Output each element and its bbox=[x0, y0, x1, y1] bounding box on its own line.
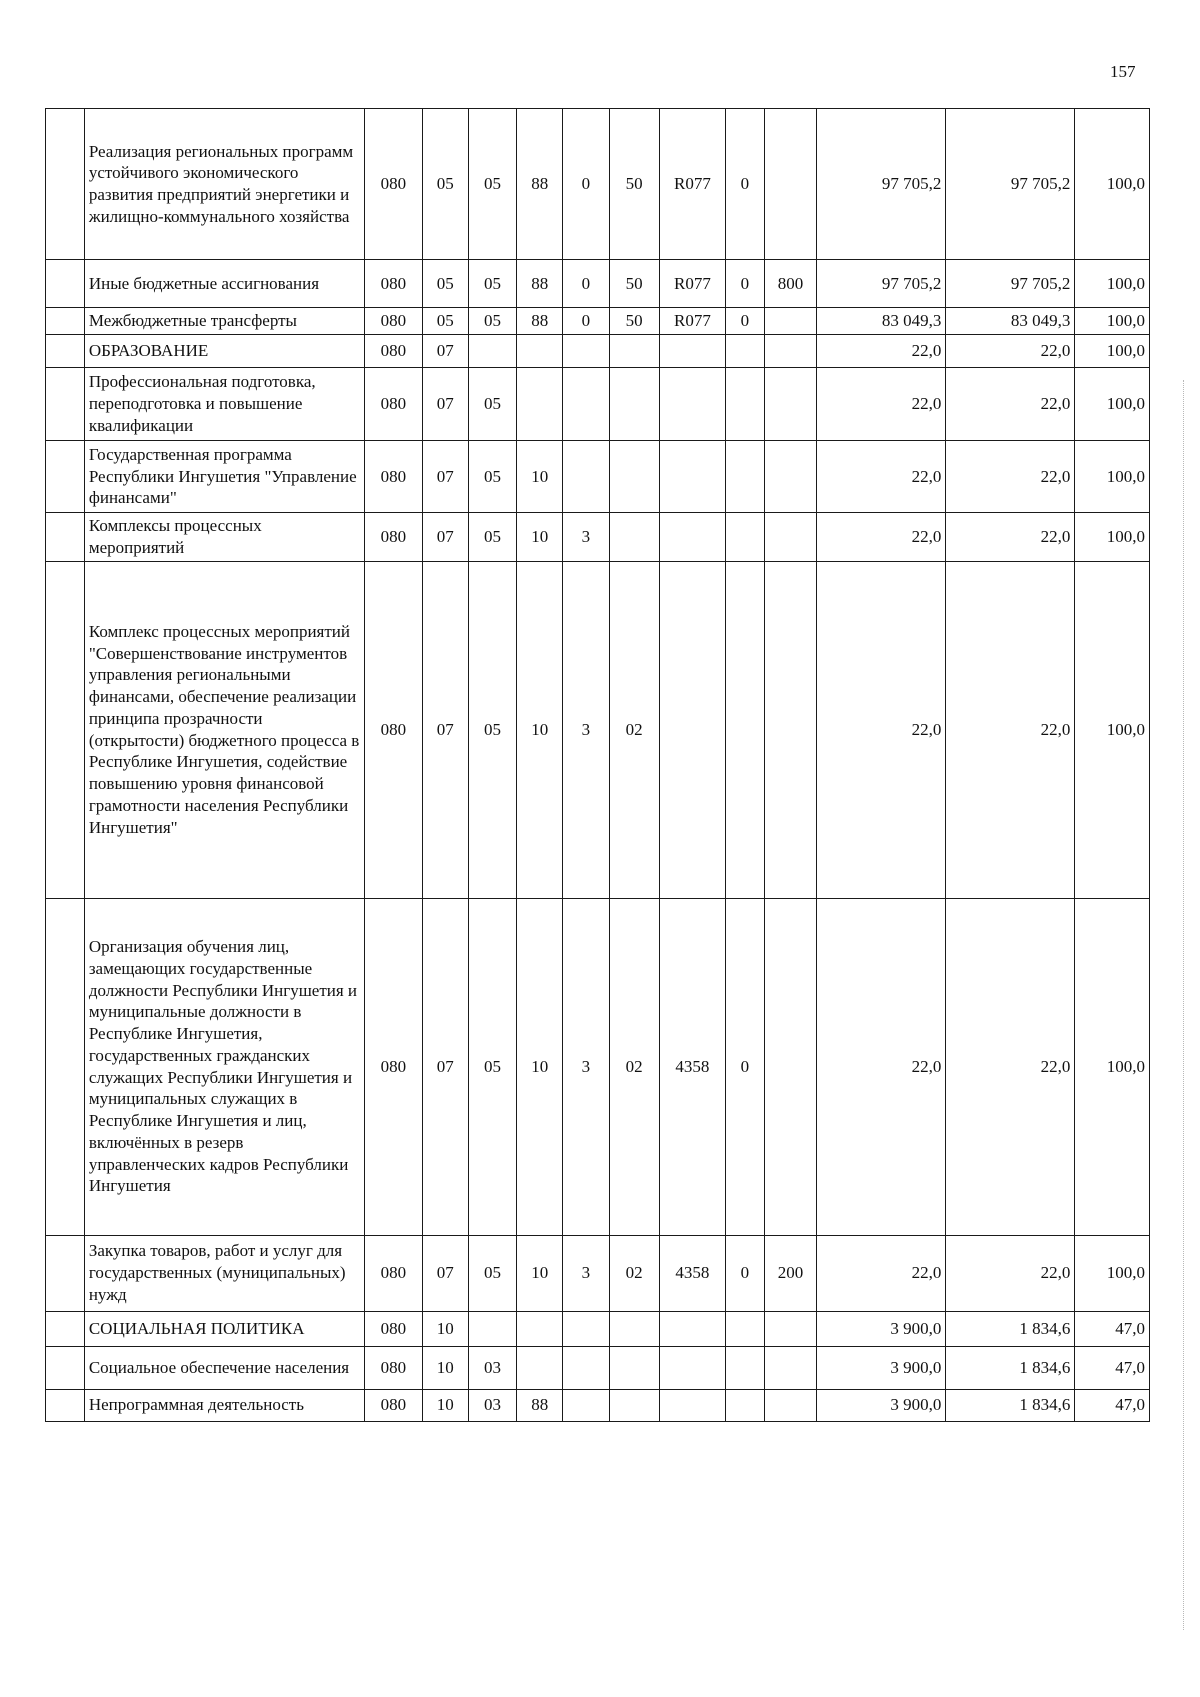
code-cell: 05 bbox=[468, 441, 516, 513]
code-cell: 07 bbox=[422, 561, 468, 898]
row-name: Социальное обеспечение населения bbox=[84, 1346, 364, 1389]
code-cell: 02 bbox=[609, 561, 659, 898]
code-cell bbox=[764, 1346, 816, 1389]
scan-edge-artifact bbox=[1183, 380, 1185, 1630]
code-cell bbox=[517, 368, 563, 441]
row-marker-cell bbox=[46, 1346, 85, 1389]
code-cell: 50 bbox=[609, 308, 659, 335]
row-name: ОБРАЗОВАНИЕ bbox=[84, 335, 364, 368]
table-row bbox=[46, 561, 1150, 898]
percent-executed: 100,0 bbox=[1075, 368, 1150, 441]
code-cell bbox=[659, 1311, 725, 1346]
plan-amount: 22,0 bbox=[817, 441, 946, 513]
table-row bbox=[46, 441, 1150, 513]
code-cell bbox=[517, 1311, 563, 1346]
code-cell: 88 bbox=[517, 1389, 563, 1421]
code-cell: 05 bbox=[468, 109, 516, 260]
code-cell: 07 bbox=[422, 1235, 468, 1311]
code-cell bbox=[764, 513, 816, 562]
percent-executed: 100,0 bbox=[1075, 898, 1150, 1235]
code-cell: 3 bbox=[563, 898, 609, 1235]
plan-amount: 22,0 bbox=[817, 898, 946, 1235]
code-cell: 07 bbox=[422, 898, 468, 1235]
row-name: СОЦИАЛЬНАЯ ПОЛИТИКА bbox=[84, 1311, 364, 1346]
code-cell: 200 bbox=[764, 1235, 816, 1311]
row-marker-cell bbox=[46, 1235, 85, 1311]
table-row bbox=[46, 260, 1150, 308]
code-cell bbox=[764, 335, 816, 368]
code-cell: 10 bbox=[517, 513, 563, 562]
row-name: Закупка товаров, работ и услуг для государственных (муниципальных) нужд bbox=[84, 1235, 364, 1311]
percent-executed: 47,0 bbox=[1075, 1311, 1150, 1346]
row-name: Комплекс процессных мероприятий "Совершенствование инструментов управления региональными финансами, обеспечение реализации принципа прозрачности (открытости) бюджетного процесса в Республике Ингушетия, содействие повышению уровня финансовой грамотности населения Республики Ингушетия" bbox=[84, 561, 364, 898]
code-cell: 3 bbox=[563, 561, 609, 898]
percent-executed: 47,0 bbox=[1075, 1389, 1150, 1421]
code-cell: 05 bbox=[422, 109, 468, 260]
table-row bbox=[46, 513, 1150, 562]
code-cell bbox=[517, 1346, 563, 1389]
code-cell: 080 bbox=[365, 109, 423, 260]
table-row bbox=[46, 1311, 1150, 1346]
code-cell bbox=[725, 335, 764, 368]
code-cell: 080 bbox=[365, 513, 423, 562]
code-cell: 0 bbox=[563, 308, 609, 335]
percent-executed: 100,0 bbox=[1075, 308, 1150, 335]
table-row bbox=[46, 1389, 1150, 1421]
code-cell bbox=[468, 1311, 516, 1346]
code-cell: 0 bbox=[563, 109, 609, 260]
code-cell bbox=[659, 368, 725, 441]
fact-amount: 22,0 bbox=[946, 441, 1075, 513]
code-cell: 05 bbox=[422, 260, 468, 308]
code-cell: 88 bbox=[517, 109, 563, 260]
code-cell bbox=[659, 441, 725, 513]
row-marker-cell bbox=[46, 308, 85, 335]
code-cell: 10 bbox=[517, 561, 563, 898]
table-row bbox=[46, 109, 1150, 260]
code-cell: 10 bbox=[422, 1346, 468, 1389]
plan-amount: 22,0 bbox=[817, 513, 946, 562]
code-cell: 080 bbox=[365, 1311, 423, 1346]
code-cell bbox=[659, 513, 725, 562]
code-cell: 10 bbox=[517, 441, 563, 513]
code-cell: 10 bbox=[517, 898, 563, 1235]
code-cell: 080 bbox=[365, 561, 423, 898]
row-marker-cell bbox=[46, 561, 85, 898]
plan-amount: 3 900,0 bbox=[817, 1389, 946, 1421]
fact-amount: 97 705,2 bbox=[946, 109, 1075, 260]
table-row bbox=[46, 1346, 1150, 1389]
code-cell bbox=[659, 561, 725, 898]
fact-amount: 22,0 bbox=[946, 898, 1075, 1235]
row-name: Государственная программа Республики Ингушетия "Управление финансами" bbox=[84, 441, 364, 513]
row-name: Профессиональная подготовка, переподготовка и повышение квалификации bbox=[84, 368, 364, 441]
plan-amount: 3 900,0 bbox=[817, 1311, 946, 1346]
code-cell: R077 bbox=[659, 109, 725, 260]
table-row bbox=[46, 1235, 1150, 1311]
plan-amount: 97 705,2 bbox=[817, 260, 946, 308]
code-cell bbox=[725, 513, 764, 562]
code-cell bbox=[563, 368, 609, 441]
fact-amount: 22,0 bbox=[946, 1235, 1075, 1311]
code-cell: 4358 bbox=[659, 1235, 725, 1311]
table-row bbox=[46, 368, 1150, 441]
code-cell: 10 bbox=[422, 1311, 468, 1346]
code-cell: 080 bbox=[365, 441, 423, 513]
plan-amount: 97 705,2 bbox=[817, 109, 946, 260]
code-cell bbox=[609, 441, 659, 513]
code-cell: 05 bbox=[468, 1235, 516, 1311]
code-cell: 3 bbox=[563, 513, 609, 562]
row-marker-cell bbox=[46, 260, 85, 308]
row-name: Непрограммная деятельность bbox=[84, 1389, 364, 1421]
code-cell bbox=[563, 1346, 609, 1389]
table-row bbox=[46, 335, 1150, 368]
percent-executed: 100,0 bbox=[1075, 441, 1150, 513]
code-cell bbox=[764, 109, 816, 260]
code-cell: 07 bbox=[422, 513, 468, 562]
percent-executed: 100,0 bbox=[1075, 335, 1150, 368]
code-cell: 07 bbox=[422, 335, 468, 368]
percent-executed: 100,0 bbox=[1075, 109, 1150, 260]
code-cell: 080 bbox=[365, 1235, 423, 1311]
code-cell bbox=[764, 368, 816, 441]
code-cell: 080 bbox=[365, 1346, 423, 1389]
code-cell: 05 bbox=[468, 561, 516, 898]
percent-executed: 100,0 bbox=[1075, 561, 1150, 898]
code-cell bbox=[764, 1389, 816, 1421]
row-marker-cell bbox=[46, 441, 85, 513]
code-cell bbox=[764, 561, 816, 898]
code-cell: 10 bbox=[517, 1235, 563, 1311]
percent-executed: 100,0 bbox=[1075, 1235, 1150, 1311]
fact-amount: 22,0 bbox=[946, 561, 1075, 898]
code-cell bbox=[725, 1389, 764, 1421]
code-cell: R077 bbox=[659, 260, 725, 308]
code-cell bbox=[725, 1346, 764, 1389]
code-cell: 50 bbox=[609, 260, 659, 308]
code-cell bbox=[764, 308, 816, 335]
code-cell: 080 bbox=[365, 260, 423, 308]
row-marker-cell bbox=[46, 335, 85, 368]
code-cell bbox=[563, 1311, 609, 1346]
plan-amount: 3 900,0 bbox=[817, 1346, 946, 1389]
code-cell: 0 bbox=[725, 109, 764, 260]
plan-amount: 22,0 bbox=[817, 1235, 946, 1311]
fact-amount: 1 834,6 bbox=[946, 1311, 1075, 1346]
code-cell bbox=[764, 441, 816, 513]
code-cell: 05 bbox=[468, 513, 516, 562]
fact-amount: 1 834,6 bbox=[946, 1346, 1075, 1389]
code-cell bbox=[609, 1389, 659, 1421]
row-name: Организация обучения лиц, замещающих государственные должности Республики Ингушетия и муниципальные должности в Республике Ингушетия, государственных гражданских служащих Республики Ингушетия и муниципальных служащих в Республике Ингушетия и лиц, включённых в резерв управленческих кадров Республики Ингушетия bbox=[84, 898, 364, 1235]
fact-amount: 1 834,6 bbox=[946, 1389, 1075, 1421]
code-cell: 10 bbox=[422, 1389, 468, 1421]
code-cell bbox=[563, 441, 609, 513]
code-cell bbox=[468, 335, 516, 368]
code-cell: 07 bbox=[422, 441, 468, 513]
code-cell: 0 bbox=[563, 260, 609, 308]
page-number: 157 bbox=[1110, 62, 1136, 81]
row-marker-cell bbox=[46, 513, 85, 562]
code-cell: 080 bbox=[365, 1389, 423, 1421]
code-cell: 02 bbox=[609, 898, 659, 1235]
fact-amount: 22,0 bbox=[946, 335, 1075, 368]
plan-amount: 83 049,3 bbox=[817, 308, 946, 335]
code-cell bbox=[609, 368, 659, 441]
code-cell: 07 bbox=[422, 368, 468, 441]
code-cell bbox=[725, 368, 764, 441]
table-row bbox=[46, 308, 1150, 335]
code-cell: 05 bbox=[468, 260, 516, 308]
table-row bbox=[46, 898, 1150, 1235]
code-cell bbox=[609, 335, 659, 368]
row-marker-cell bbox=[46, 368, 85, 441]
code-cell: 88 bbox=[517, 260, 563, 308]
code-cell: 03 bbox=[468, 1389, 516, 1421]
code-cell: 88 bbox=[517, 308, 563, 335]
budget-table bbox=[45, 108, 1150, 1422]
code-cell: 50 bbox=[609, 109, 659, 260]
code-cell bbox=[659, 335, 725, 368]
code-cell: 080 bbox=[365, 368, 423, 441]
code-cell: R077 bbox=[659, 308, 725, 335]
code-cell bbox=[609, 1346, 659, 1389]
code-cell: 05 bbox=[468, 368, 516, 441]
code-cell bbox=[764, 898, 816, 1235]
plan-amount: 22,0 bbox=[817, 368, 946, 441]
plan-amount: 22,0 bbox=[817, 335, 946, 368]
fact-amount: 97 705,2 bbox=[946, 260, 1075, 308]
row-name: Иные бюджетные ассигнования bbox=[84, 260, 364, 308]
code-cell: 3 bbox=[563, 1235, 609, 1311]
table-body bbox=[46, 109, 1150, 1422]
code-cell bbox=[725, 561, 764, 898]
code-cell: 0 bbox=[725, 898, 764, 1235]
code-cell: 800 bbox=[764, 260, 816, 308]
percent-executed: 100,0 bbox=[1075, 260, 1150, 308]
code-cell bbox=[517, 335, 563, 368]
code-cell: 0 bbox=[725, 260, 764, 308]
row-marker-cell bbox=[46, 898, 85, 1235]
code-cell bbox=[563, 1389, 609, 1421]
row-marker-cell bbox=[46, 109, 85, 260]
code-cell: 03 bbox=[468, 1346, 516, 1389]
code-cell: 0 bbox=[725, 308, 764, 335]
code-cell: 05 bbox=[468, 898, 516, 1235]
fact-amount: 22,0 bbox=[946, 368, 1075, 441]
code-cell bbox=[609, 1311, 659, 1346]
code-cell bbox=[659, 1346, 725, 1389]
row-marker-cell bbox=[46, 1389, 85, 1421]
plan-amount: 22,0 bbox=[817, 561, 946, 898]
code-cell: 080 bbox=[365, 308, 423, 335]
code-cell bbox=[725, 1311, 764, 1346]
row-name: Комплексы процессных мероприятий bbox=[84, 513, 364, 562]
code-cell bbox=[764, 1311, 816, 1346]
code-cell bbox=[725, 441, 764, 513]
row-name: Реализация региональных программ устойчивого экономического развития предприятий энергетики и жилищно-коммунального хозяйства bbox=[84, 109, 364, 260]
code-cell: 02 bbox=[609, 1235, 659, 1311]
code-cell: 4358 bbox=[659, 898, 725, 1235]
code-cell bbox=[609, 513, 659, 562]
code-cell bbox=[659, 1389, 725, 1421]
code-cell bbox=[563, 335, 609, 368]
percent-executed: 100,0 bbox=[1075, 513, 1150, 562]
code-cell: 05 bbox=[468, 308, 516, 335]
fact-amount: 22,0 bbox=[946, 513, 1075, 562]
code-cell: 080 bbox=[365, 335, 423, 368]
code-cell: 0 bbox=[725, 1235, 764, 1311]
row-name: Межбюджетные трансферты bbox=[84, 308, 364, 335]
fact-amount: 83 049,3 bbox=[946, 308, 1075, 335]
code-cell: 080 bbox=[365, 898, 423, 1235]
row-marker-cell bbox=[46, 1311, 85, 1346]
percent-executed: 47,0 bbox=[1075, 1346, 1150, 1389]
code-cell: 05 bbox=[422, 308, 468, 335]
